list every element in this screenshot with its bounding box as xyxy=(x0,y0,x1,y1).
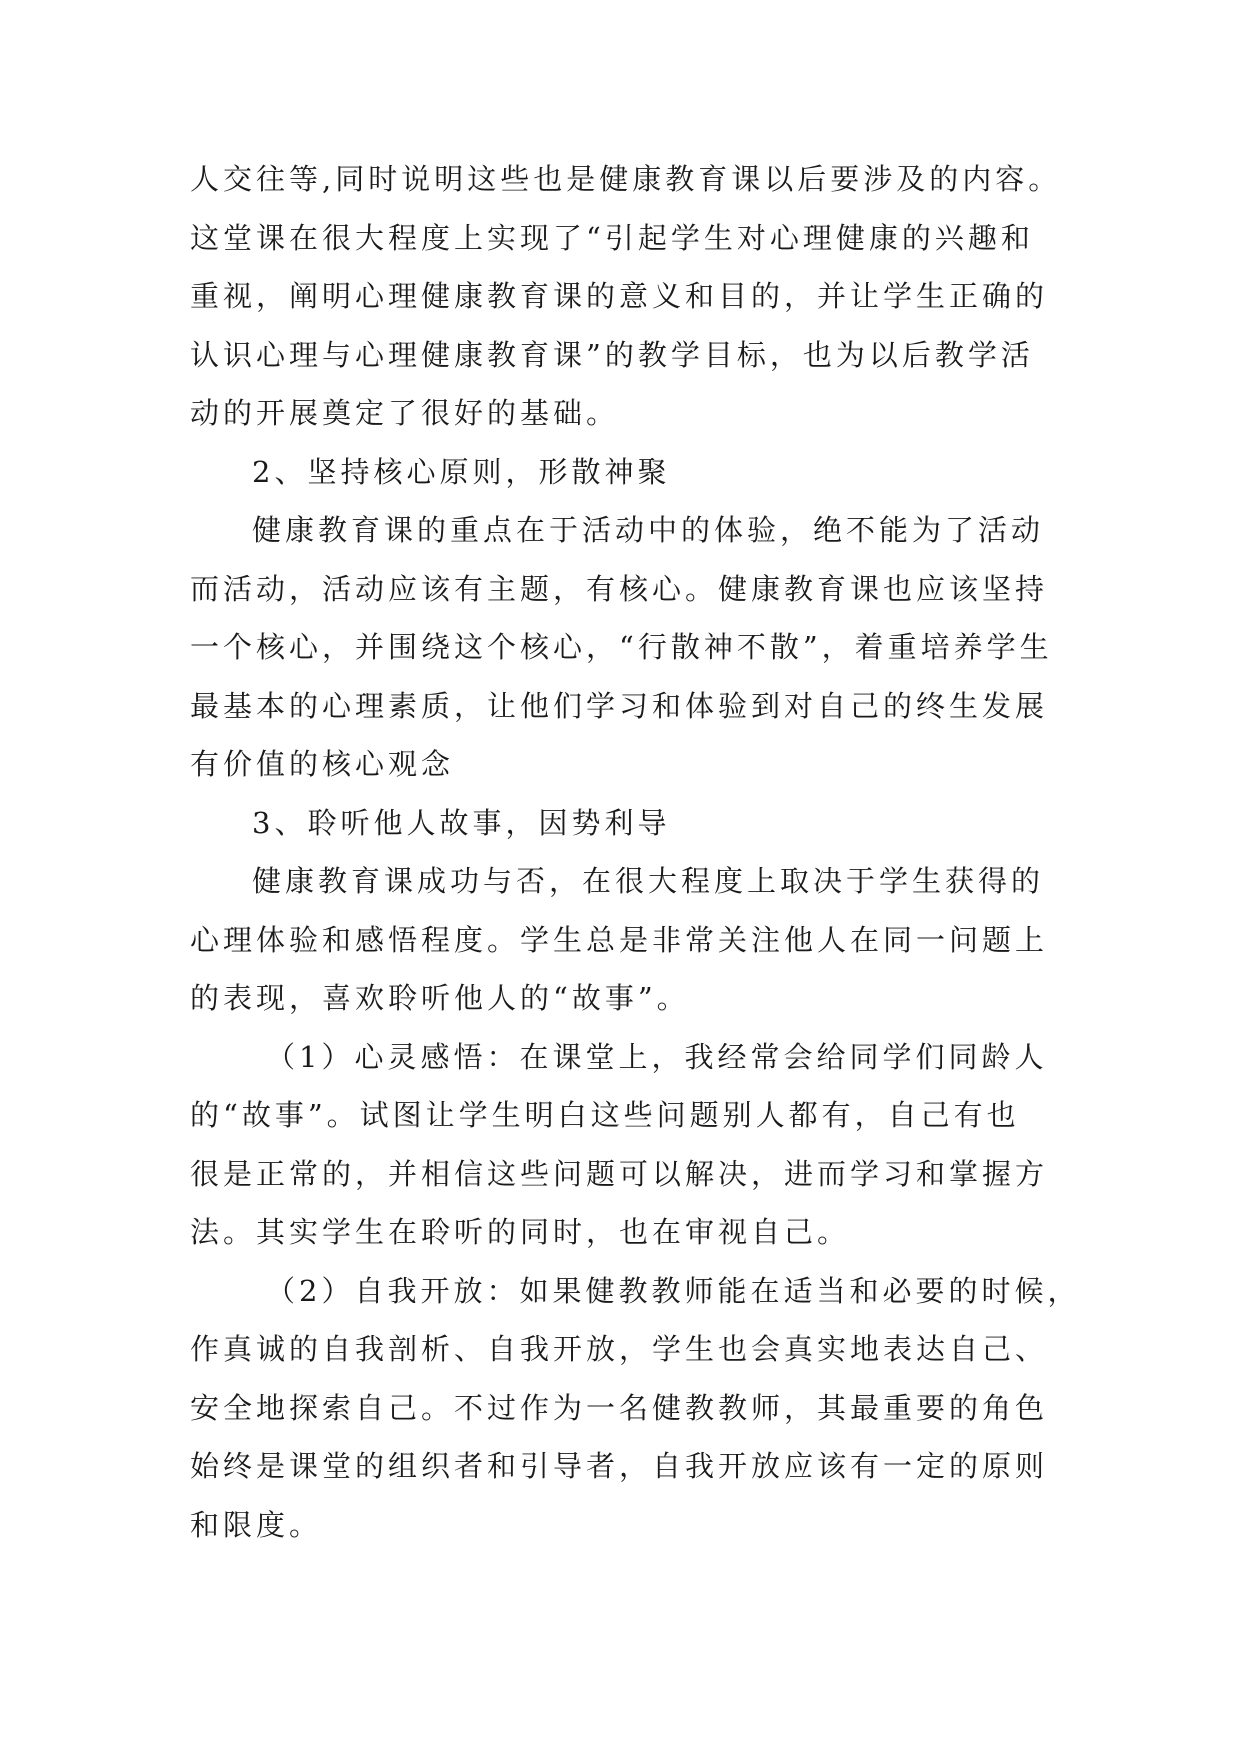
text-line: 始终是课堂的组织者和引导者，自我开放应该有一定的原则 xyxy=(190,1449,1049,1483)
text-line: 法。其实学生在聆听的同时，也在审视自己。 xyxy=(190,1215,851,1249)
text-line: 最基本的心理素质，让他们学习和体验到对自己的终生发展 xyxy=(190,688,1049,723)
text-line: 安全地探索自己。不过作为一名健教教师，其最重要的角色 xyxy=(190,1390,1049,1425)
text-line: 的表现，喜欢聆听他人的“故事”。 xyxy=(190,981,690,1015)
text-line: 作真诚的自我剖析、自我开放，学生也会真实地表达自己、 xyxy=(190,1332,1049,1366)
text-line: 心理体验和感悟程度。学生总是非常关注他人在同一问题上 xyxy=(190,922,1049,957)
text-line: 健康教育课的重点在于活动中的体验，绝不能为了活动 xyxy=(252,513,1045,547)
section-heading: 3、聆听他人故事，因势利导 xyxy=(252,805,671,840)
text-line: 动的开展奠定了很好的基础。 xyxy=(190,396,620,430)
text-line: 而活动，活动应该有主题，有核心。健康教育课也应该坚持 xyxy=(190,571,1049,606)
text-line: 很是正常的，并相信这些问题可以解决，进而学习和掌握方 xyxy=(190,1156,1049,1191)
text-line: 和限度。 xyxy=(190,1507,323,1542)
text-line: 这堂课在很大程度上实现了“引起学生对心理健康的兴趣和 xyxy=(190,220,1034,255)
text-line: 健康教育课成功与否，在很大程度上取决于学生获得的 xyxy=(252,864,1045,898)
list-item-heading: （1）心灵感悟：在课堂上，我经常会给同学们同龄人 xyxy=(266,1039,1048,1074)
text-line: 的“故事”。试图让学生明白这些问题别人都有，自己有也 xyxy=(190,1098,1020,1132)
text-line: 重视，阐明心理健康教育课的意义和目的，并让学生正确的 xyxy=(190,279,1049,313)
text-line: 人交往等,同时说明这些也是健康教育课以后要涉及的内容。 xyxy=(190,162,1062,196)
list-item-heading: （2）自我开放：如果健教教师能在适当和必要的时候， xyxy=(266,1273,1081,1308)
document-body xyxy=(190,150,1090,1554)
text-line: 一个核心，并围绕这个核心，“行散神不散”，着重培养学生 xyxy=(190,630,1053,664)
section-heading: 2、坚持核心原则，形散神聚 xyxy=(252,454,671,489)
text-line: 认识心理与心理健康教育课”的教学目标，也为以后教学活 xyxy=(190,337,1034,372)
text-line: 有价值的核心观念 xyxy=(190,747,455,781)
